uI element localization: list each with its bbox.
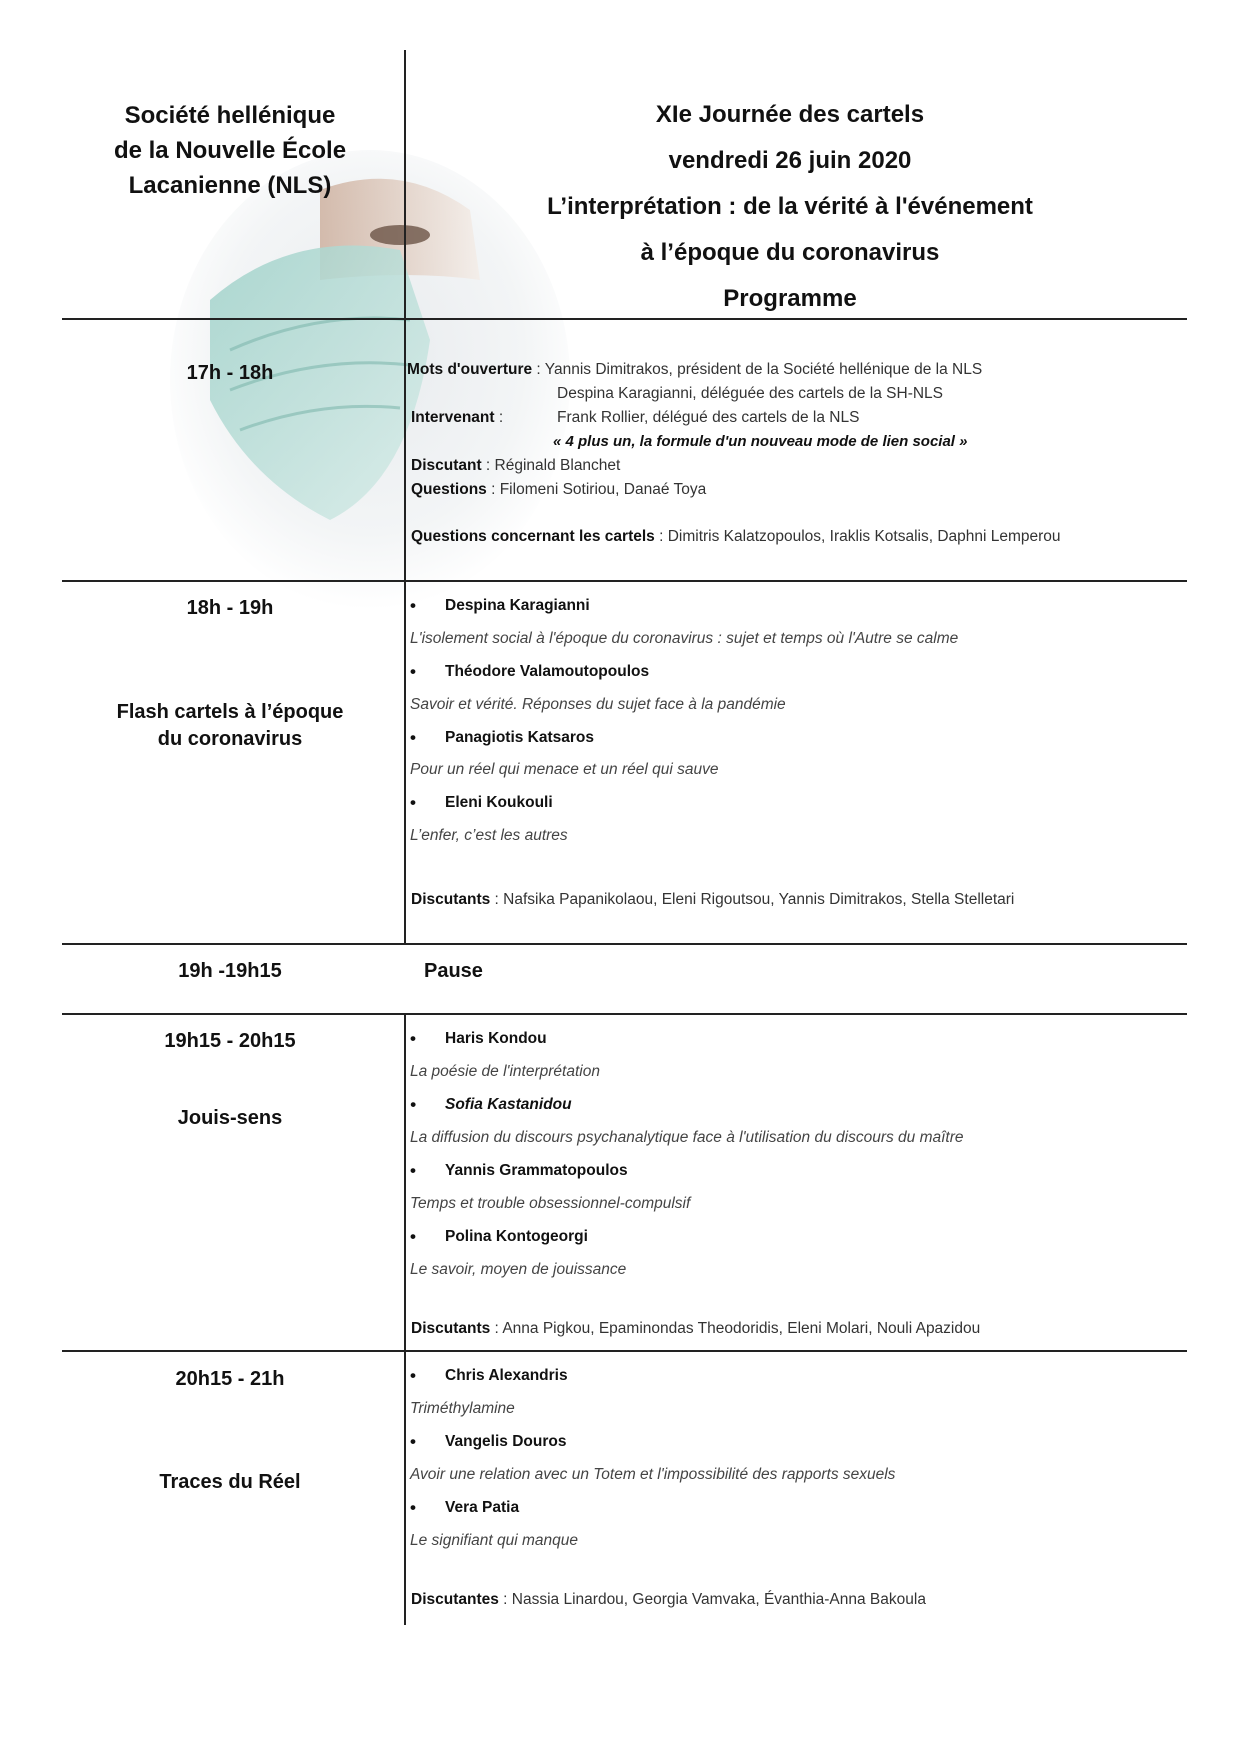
event-theme: L’interprétation : de la vérité à l'événement [547,193,1033,220]
talk-title: Le signifiant qui manque [410,1532,579,1549]
opening-label: Mots d'ouverture [407,361,533,378]
talk-title: « 4 plus un, la formule d'un nouveau mode de lien social » [553,433,968,450]
pause-label: Pause [424,960,483,982]
session-time: 18h - 19h [186,597,274,619]
questions-label: Questions [411,481,487,498]
speaker-name: • Yannis Grammatopoulos [445,1162,628,1180]
speaker-row [411,409,503,427]
speaker-name: • Despina Karagianni [445,597,590,615]
session-time: 20h15 - 21h [175,1368,285,1390]
talk-title: Triméthylamine [410,1400,515,1417]
speaker-name: • Vera Patia [445,1499,519,1517]
discussants-label: Discutants [411,1320,491,1337]
talk-title: L’enfer, c’est les autres [410,827,568,844]
speaker-name: • Théodore Valamoutopoulos [445,663,649,681]
session-time: 19h15 - 20h15 [164,1030,296,1052]
session-theme: Jouis-sens [177,1107,283,1129]
discussants-row [411,1591,926,1609]
speaker-name: • Polina Kontogeorgi [445,1228,588,1246]
discussant-name: : Réginald Blanchet [481,457,621,474]
row-divider-pause [62,1013,1187,1015]
row-divider-session2 [62,943,1187,945]
session-theme-line: Flash cartels à l’époque [116,701,344,723]
event-subtheme: à l’époque du coronavirus [640,239,940,266]
discussants-row [411,1320,980,1338]
discussants-names: : Nassia Linardou, Georgia Vamvaka, Évanthia-Anna Bakoula [498,1591,926,1608]
organization-line: de la Nouvelle École [113,137,347,164]
cartels-questions-label: Questions concernant les cartels [411,528,655,545]
speaker-name: • Haris Kondou [445,1030,547,1048]
discussants-row [411,891,1014,909]
discussants-names: : Nafsika Papanikolaou, Eleni Rigoutsou, Yannis Dimitrakos, Stella Stelletari [490,891,1015,908]
talk-title: La poésie de l'interprétation [410,1063,600,1080]
discussants-label: Discutants [411,891,491,908]
cartels-questions-names: : Dimitris Kalatzopoulos, Iraklis Kotsalis, Daphni Lemperou [654,528,1061,545]
speaker-name: • Vangelis Douros [445,1433,566,1451]
organization-line: Société hellénique [124,102,336,129]
discussant-row [411,457,620,475]
discussants-names: : Anna Pigkou, Epaminondas Theodoridis, Eleni Molari, Nouli Apazidou [490,1320,981,1337]
cartels-questions-row [411,528,1061,546]
speaker-separator: : [494,409,504,426]
session-time: 17h - 18h [186,362,274,384]
talk-title: Temps et trouble obsessionnel-compulsif [410,1195,691,1212]
talk-title: L'isolement social à l'époque du coronavirus : sujet et temps où l'Autre se calme [410,630,959,647]
pause-time: 19h -19h15 [178,960,282,982]
session-theme [70,699,390,753]
questions-names: : Filomeni Sotiriou, Danaé Toya [486,481,707,498]
speaker-name: Frank Rollier, délégué des cartels de la NLS [557,409,860,426]
opening-speaker-2: Despina Karagianni, déléguée des cartels de la SH-NLS [557,385,944,402]
talk-title: Savoir et vérité. Réponses du sujet face à la pandémie [410,696,786,713]
talk-title: Le savoir, moyen de jouissance [410,1261,627,1278]
row-divider-session3 [62,1350,1187,1352]
column-divider-top [404,50,406,945]
event-date: vendredi 26 juin 2020 [668,147,912,174]
organization-name [70,98,390,203]
speaker-name: • Chris Alexandris [445,1367,568,1385]
opening-words [407,361,982,379]
opening-speaker-1: : Yannis Dimitrakos, président de la Société hellénique de la NLS [532,361,983,378]
column-divider-bottom [404,1015,406,1625]
organization-line: Lacanienne (NLS) [128,172,332,199]
row-divider-session1 [62,580,1187,582]
speaker-name: • Panagiotis Katsaros [445,729,594,747]
event-title-block [440,98,1140,328]
talk-title: Pour un réel qui menace et un réel qui sauve [410,761,719,778]
programme-heading: Programme [723,285,857,312]
discussant-label: Discutant [411,457,482,474]
speaker-name: • Sofia Kastanidou [445,1096,572,1114]
session-theme: Traces du Réel [159,1471,301,1493]
talk-title: La diffusion du discours psychanalytique face à l'utilisation du discours du maître [410,1129,964,1146]
session-theme-line: du coronavirus [157,728,303,750]
event-title: XIe Journée des cartels [655,101,925,128]
speaker-name: • Eleni Koukouli [445,794,553,812]
questions-row [411,481,706,499]
speaker-label: Intervenant [411,409,495,426]
discussants-label: Discutantes [411,1591,499,1608]
talk-title: Avoir une relation avec un Totem et l'impossibilité des rapports sexuels [410,1466,896,1483]
